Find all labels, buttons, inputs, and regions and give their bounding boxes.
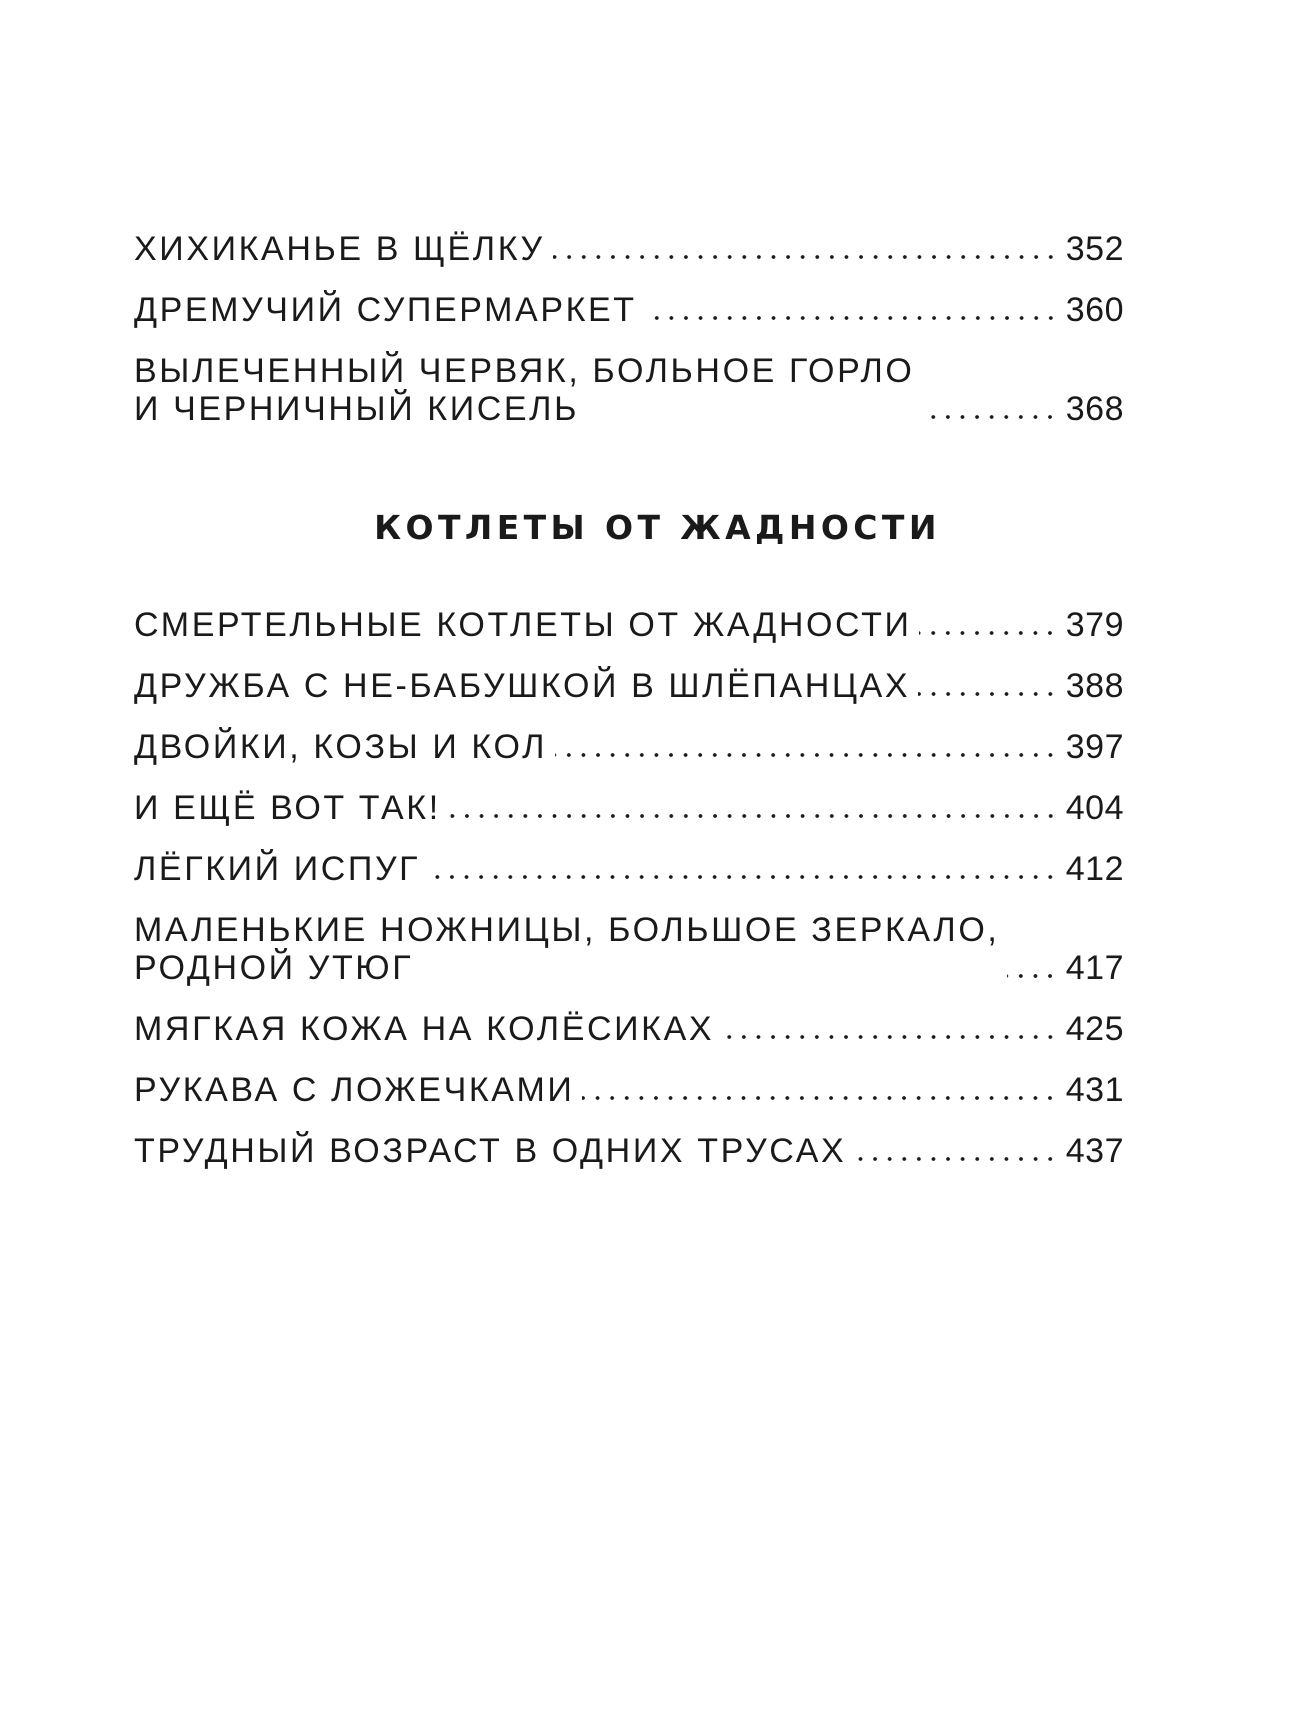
- toc-entry-title: РУКАВА С ЛОЖЕЧКАМИ: [134, 1071, 575, 1109]
- dot-leader: [919, 631, 1057, 635]
- dot-leader: [645, 316, 1058, 320]
- toc-entry-title: СМЕРТЕЛЬНЫЕ КОТЛЕТЫ ОТ ЖАДНОСТИ: [134, 606, 912, 644]
- toc-entry-title: ВЫЛЕЧЕННЫЙ ЧЕРВЯК, БОЛЬНОЕ ГОРЛО И ЧЕРНИЧНЫЙ КИСЕЛЬ: [134, 352, 915, 428]
- dot-leader: [553, 255, 1058, 259]
- toc-entry: [134, 291, 1124, 329]
- toc-entry: [134, 911, 1124, 987]
- dot-leader: [854, 1157, 1058, 1161]
- toc-entry-page: 417: [1065, 949, 1124, 987]
- toc-entry-page: 412: [1065, 850, 1124, 888]
- toc-entry-page: 352: [1065, 230, 1124, 268]
- toc-entry: [134, 667, 1124, 705]
- toc-entry-title: ЛЁГКИЙ ИСПУГ: [134, 850, 421, 888]
- toc-entry: [134, 1132, 1124, 1170]
- toc-entry: [134, 230, 1124, 268]
- toc-entry-title: ДРУЖБА С НЕ-БАБУШКОЙ В ШЛЁПАНЦАХ: [134, 667, 911, 705]
- toc-entry-title: МЯГКАЯ КОЖА НА КОЛЁСИКАХ: [134, 1010, 715, 1048]
- toc-entry: [134, 789, 1124, 827]
- toc-entry-page: 431: [1065, 1071, 1124, 1109]
- dot-leader: [582, 1096, 1057, 1100]
- toc-entry-page: 404: [1065, 789, 1124, 827]
- toc-entry-page: 388: [1065, 667, 1124, 705]
- toc-entry-page: 437: [1065, 1132, 1124, 1170]
- dot-leader: [722, 1035, 1058, 1039]
- toc-entry-page: 425: [1065, 1010, 1124, 1048]
- toc-entry: [134, 850, 1124, 888]
- toc-entry-title: ХИХИКАНЬЕ В ЩЁЛКУ: [134, 230, 545, 268]
- dot-leader: [918, 692, 1058, 696]
- toc-entry-page: 397: [1065, 728, 1124, 766]
- toc-entry: [134, 728, 1124, 766]
- dot-leader: [428, 875, 1058, 879]
- toc-list-part1: [134, 230, 1124, 451]
- toc-entry-title: ТРУДНЫЙ ВОЗРАСТ В ОДНИХ ТРУСАХ: [134, 1132, 847, 1170]
- toc-entry-title: МАЛЕНЬКИЕ НОЖНИЦЫ, БОЛЬШОЕ ЗЕРКАЛО, РОДНОЙ УТЮГ: [134, 911, 1000, 987]
- toc-entry: [134, 1010, 1124, 1048]
- dot-leader: [1007, 974, 1057, 978]
- dot-leader: [449, 814, 1058, 818]
- toc-entry-title: ДВОЙКИ, КОЗЫ И КОЛ: [134, 728, 548, 766]
- toc-entry-page: 368: [1065, 390, 1124, 428]
- section-heading: КОТЛЕТЫ ОТ ЖАДНОСТИ: [374, 508, 941, 547]
- dot-leader: [922, 415, 1057, 419]
- toc-entry-title: И ЕЩЁ ВОТ ТАК!: [134, 789, 441, 827]
- toc-entry-page: 379: [1065, 606, 1124, 644]
- toc-entry: [134, 1071, 1124, 1109]
- toc-entry-title: ДРЕМУЧИЙ СУПЕРМАРКЕТ: [134, 291, 637, 329]
- dot-leader: [555, 753, 1058, 757]
- toc-list-part2: [134, 606, 1124, 1193]
- toc-entry: [134, 352, 1124, 428]
- toc-entry: [134, 606, 1124, 644]
- toc-entry-page: 360: [1065, 291, 1124, 329]
